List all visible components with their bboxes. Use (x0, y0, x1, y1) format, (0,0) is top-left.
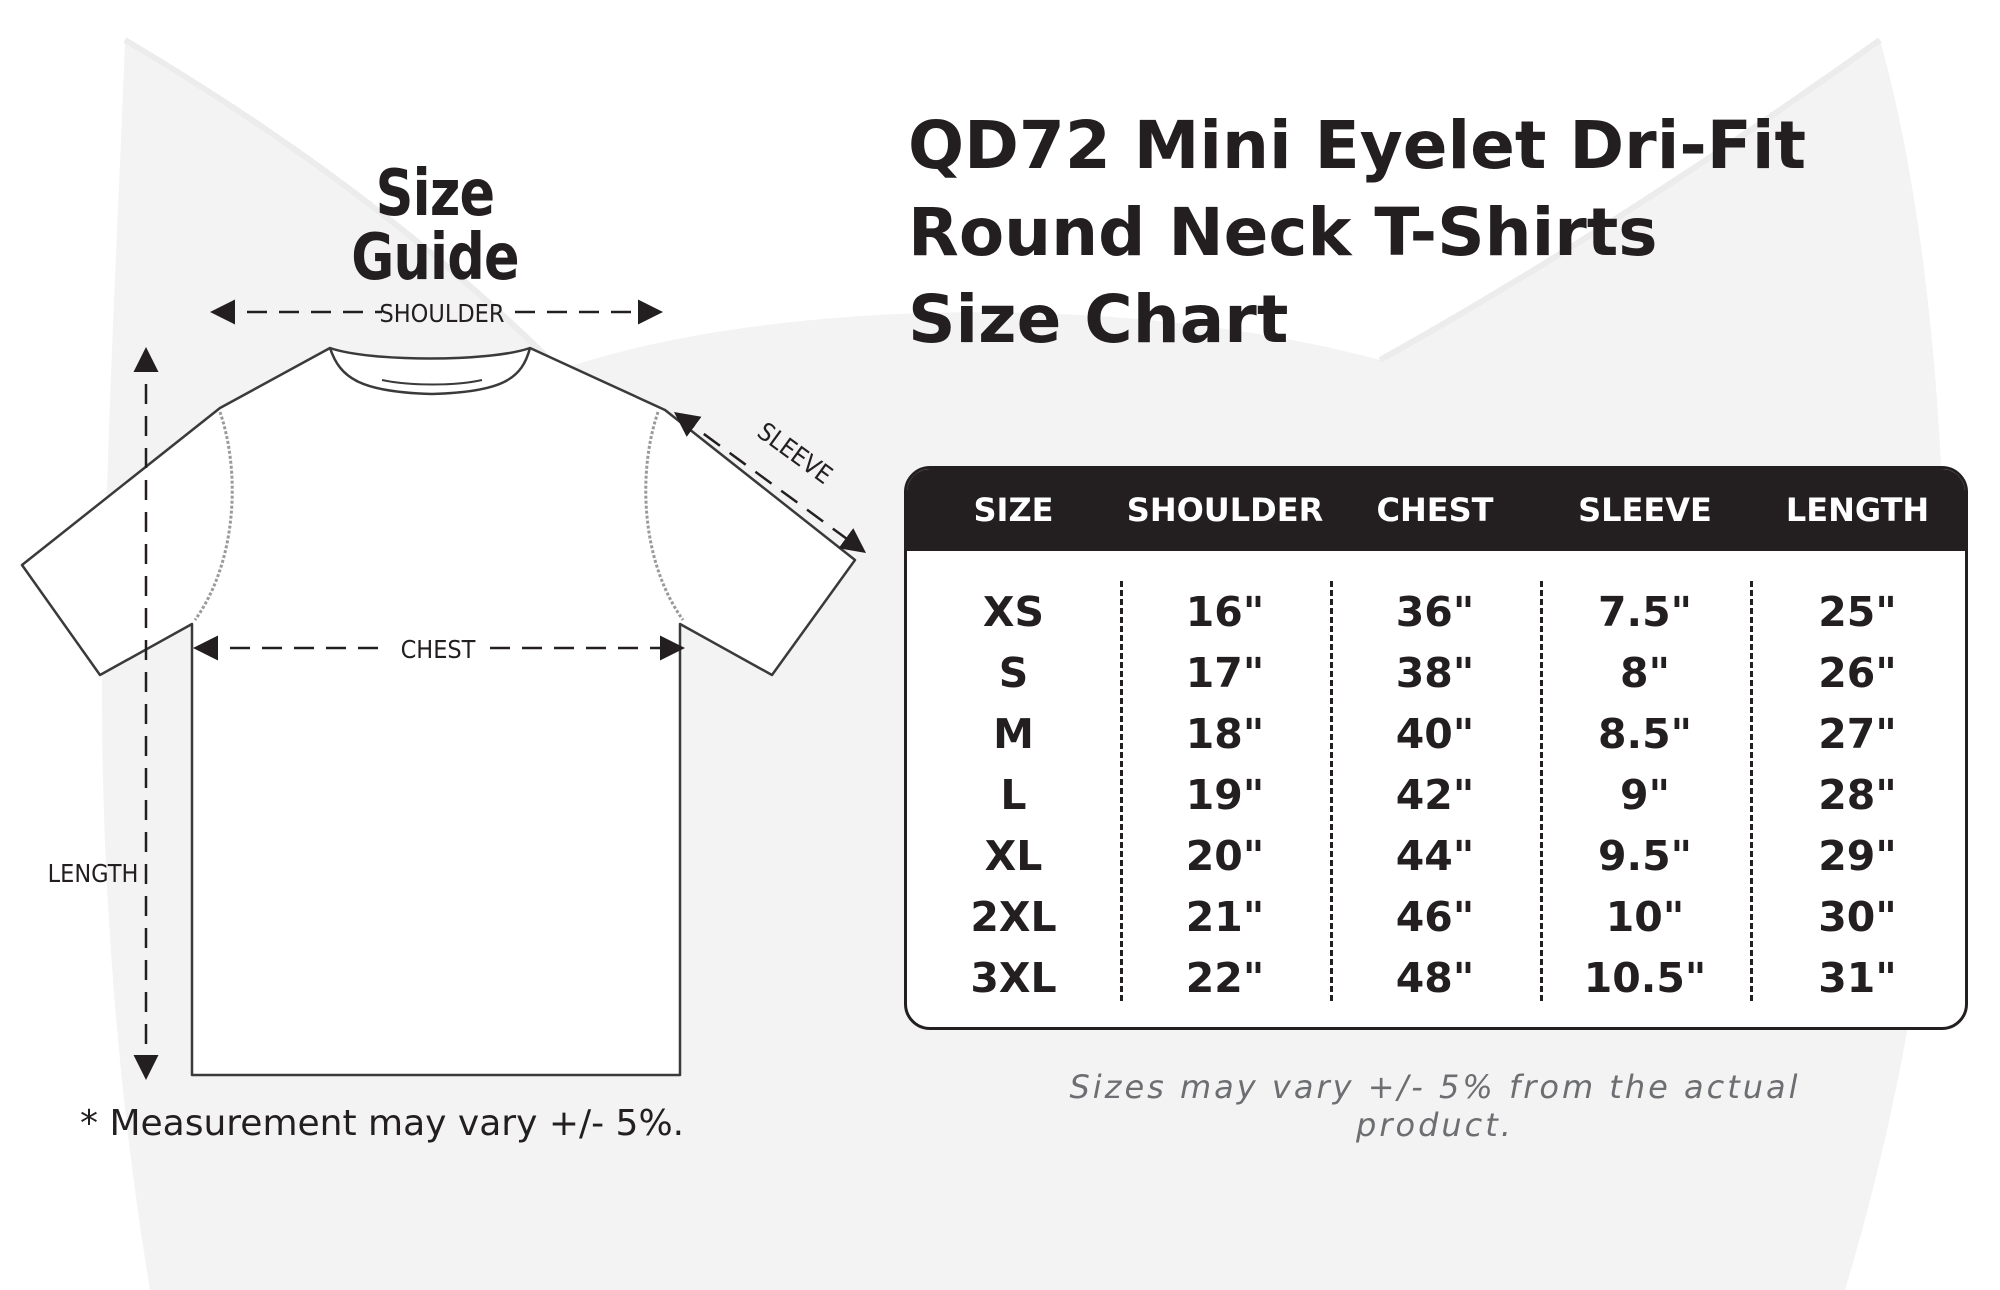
table-cell: 29" (1818, 831, 1897, 880)
table-cell: 26" (1818, 648, 1897, 697)
header-size: SIZE (973, 491, 1054, 529)
table-cell: 46" (1395, 892, 1475, 941)
table-cell: 42" (1395, 770, 1475, 819)
table-cell: 16" (1185, 587, 1265, 636)
shoulder-label: SHOULDER (379, 299, 505, 328)
table-cell: XS (982, 587, 1045, 636)
table-cell: L (1000, 770, 1027, 819)
table-cell: 3XL (970, 953, 1057, 1002)
header-chest: CHEST (1376, 491, 1494, 529)
table-cell: 22" (1185, 953, 1265, 1002)
table-cell: 21" (1185, 892, 1265, 941)
table-cell: S (998, 648, 1029, 697)
table-cell: 20" (1185, 831, 1265, 880)
table-cell: 19" (1185, 770, 1265, 819)
size-chart-body (907, 551, 1965, 1027)
header-length: LENGTH (1785, 491, 1930, 529)
table-cell: 10" (1605, 892, 1685, 941)
table-cell: 18" (1185, 709, 1265, 758)
header-sleeve: SLEEVE (1578, 491, 1712, 529)
table-cell: 9.5" (1598, 831, 1692, 880)
table-row-xl (907, 825, 1965, 886)
table-cell: M (993, 709, 1034, 758)
table-cell: 8.5" (1598, 709, 1692, 758)
table-cell: 8" (1620, 648, 1670, 697)
table-cell: 17" (1185, 648, 1265, 697)
table-cell: 44" (1395, 831, 1475, 880)
table-cell: 40" (1395, 709, 1475, 758)
table-cell: 25" (1818, 587, 1897, 636)
table-cell: XL (984, 831, 1043, 880)
table-cell: 9" (1620, 770, 1670, 819)
length-label: LENGTH (47, 859, 139, 888)
table-cell: 10.5" (1583, 953, 1707, 1002)
table-row-3xl (907, 947, 1965, 1008)
size-variance-note: Sizes may vary +/- 5% from the actual product. (1069, 1068, 1801, 1144)
table-cell: 2XL (970, 892, 1057, 941)
table-cell: 31" (1818, 953, 1897, 1002)
table-cell: 27" (1818, 709, 1897, 758)
table-cell: 30" (1818, 892, 1897, 941)
tshirt-diagram (0, 0, 900, 1130)
size-chart-header (907, 469, 1965, 551)
table-row-s (907, 642, 1965, 703)
table-row-xs (907, 581, 1965, 642)
table-row-l (907, 764, 1965, 825)
product-title-line-1: QD72 Mini Eyelet Dri-Fit (908, 107, 1806, 184)
table-row-2xl (907, 886, 1965, 947)
table-cell: 36" (1395, 587, 1475, 636)
size-chart-table (904, 466, 1968, 1030)
measurement-note: * Measurement may vary +/- 5%. (80, 1103, 685, 1144)
product-title-line-3: Size Chart (908, 281, 1289, 358)
table-cell: 7.5" (1598, 587, 1692, 636)
sleeve-label: SLEEVE (752, 416, 838, 490)
table-cell: 28" (1818, 770, 1897, 819)
product-title (908, 102, 1806, 363)
table-cell: 38" (1395, 648, 1475, 697)
table-cell: 48" (1395, 953, 1475, 1002)
product-title-line-2: Round Neck T-Shirts (908, 194, 1658, 271)
header-shoulder: SHOULDER (1126, 491, 1324, 529)
chest-label: CHEST (400, 635, 476, 664)
table-row-m (907, 703, 1965, 764)
size-guide-title: Size Guide (351, 157, 519, 295)
